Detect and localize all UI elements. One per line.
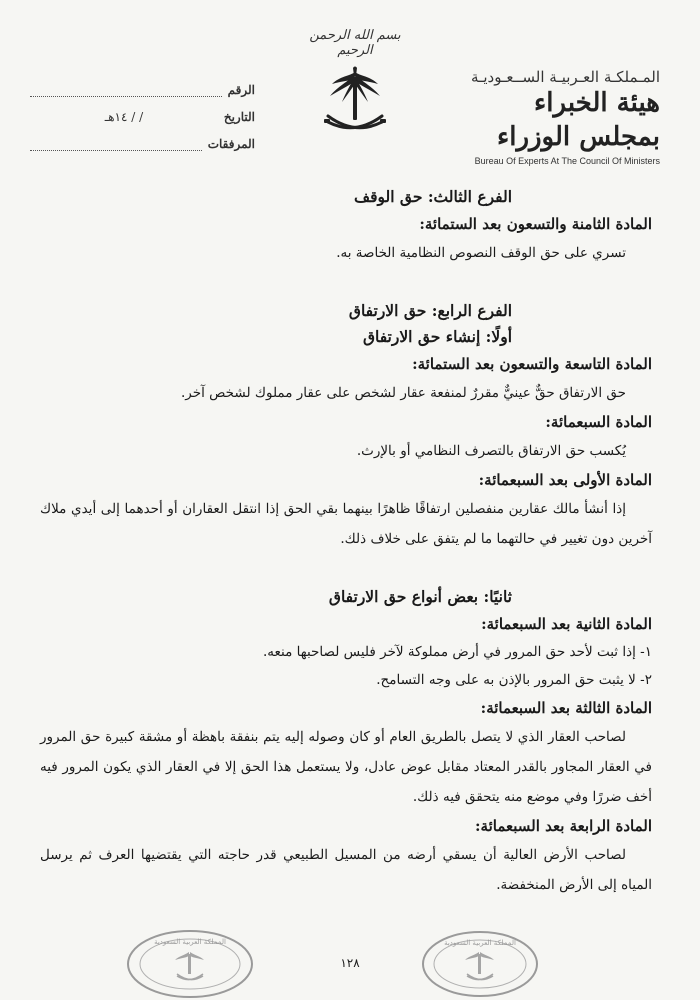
date-value: / / ١٤هـ <box>104 110 144 124</box>
article-text-700: يُكسب حق الارتفاق بالتصرف النظامي أو بالإرث. <box>356 443 626 459</box>
seal-right-text: المملكة العربية السعودية <box>444 939 516 947</box>
reference-number-label: الرقم <box>227 83 255 97</box>
article-text-699: حق الارتفاق حقٌّ عينيٌّ مقررٌ لمنفعة عقار لشخص على عقار مملوك لشخص آخر. <box>181 385 626 401</box>
palm-swords-emblem-icon <box>320 64 390 146</box>
article-text-701: إذا أنشأ مالك عقارين منفصلين ارتفاقًا ظاهرًا بينهما بقي الحق إذا انتقل العقاران أو أحدهما إلى أيدي ملاك آخرين دون تغيير في حالتهما ما لم يتفق على خلاف ذلك. <box>40 501 652 547</box>
attachments-line <box>30 138 202 151</box>
subsection-heading-types: ثانيًا: بعض أنواع حق الارتفاق <box>328 587 512 606</box>
letterhead-emblem-block <box>300 28 410 146</box>
article-heading-702: المادة الثانية بعد السبعمائة: <box>481 615 652 633</box>
bureau-name-arabic: هيئة الخبراء بمجلس الوزراء <box>497 88 660 152</box>
subsection-heading-establishment: أولًا: إنشاء حق الارتفاق <box>362 327 512 346</box>
article-text-704: لصاحب الأرض العالية أن يسقي أرضه من المسيل الطبيعي قدر حاجته التي يقتضيها العرف ثم يرسل المياه إلى الأرض المنخفضة. <box>40 847 652 893</box>
article-702-item-2: ٢- لا يثبت حق المرور بالإذن به على وجه التسامح. <box>376 672 652 688</box>
basmala: بسم الله الرحمن الرحيم <box>309 28 401 58</box>
article-heading-700: المادة السبعمائة: <box>545 413 652 431</box>
letterhead-reference-fields <box>30 70 255 151</box>
official-seal-right-icon <box>420 928 540 998</box>
date-row <box>30 97 255 124</box>
seal-left-text: المملكة العربية السعودية <box>154 938 226 946</box>
date-label: التاريخ <box>223 110 255 124</box>
bureau-name-english: Bureau Of Experts At The Council Of Ministers <box>474 156 660 166</box>
article-text-703: لصاحب العقار الذي لا يتصل بالطريق العام أو كان وصوله إليه يتم بنفقة باهظة أو مشقة كبيرة حق المرور في العقار المجاور بالقدر المعتاد مقابل عوض عادل، ولا يستعمل هذا الحق إلا في العقار الذي يكون المرور فيه أخف ضررًا وفي موضع منه يتحقق فيه ذلك. <box>40 729 652 805</box>
document-body <box>40 184 652 900</box>
article-heading-701: المادة الأولى بعد السبعمائة: <box>478 471 652 489</box>
attachments-row <box>30 124 255 151</box>
attachments-label: المرفقات <box>207 137 255 151</box>
letterhead-organization <box>450 68 660 166</box>
reference-number-line <box>30 84 222 97</box>
page-number: ١٢٨ <box>340 956 360 970</box>
article-702-item-1: ١- إذا ثبت لأحد حق المرور في أرض مملوكة لآخر فليس لصاحبها منعه. <box>263 644 652 660</box>
article-heading-703: المادة الثالثة بعد السبعمائة: <box>480 699 652 717</box>
article-heading-704: المادة الرابعة بعد السبعمائة: <box>475 817 652 835</box>
article-text-698: تسري على حق الوقف النصوص النظامية الخاصة به. <box>336 245 626 261</box>
official-seal-left-icon <box>125 928 255 1000</box>
kingdom-name: المـملكـة العـربيـة الســعـوديـة <box>470 68 660 86</box>
article-heading-698: المادة الثامنة والتسعون بعد الستمائة: <box>419 215 652 233</box>
section-heading-branch4: الفرع الرابع: حق الارتفاق <box>348 301 512 320</box>
article-heading-699: المادة التاسعة والتسعون بعد الستمائة: <box>412 355 652 373</box>
reference-number-row <box>30 70 255 97</box>
section-heading-branch3: الفرع الثالث: حق الوقف <box>354 187 512 206</box>
